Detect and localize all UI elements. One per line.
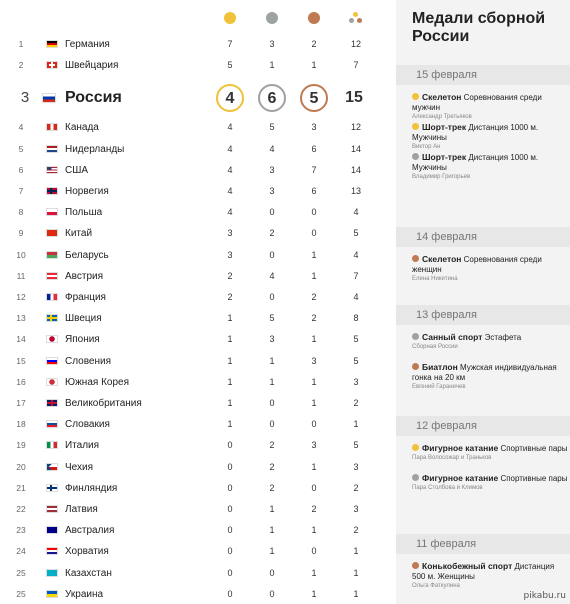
bronze-count: 7 [311, 164, 317, 175]
total-count: 1 [353, 419, 359, 430]
athlete-name: Александр Третьяков [412, 114, 472, 120]
flag-icon [42, 93, 56, 103]
gold-count: 3 [227, 249, 233, 260]
country-name: Австрия [65, 270, 104, 282]
silver-count: 3 [269, 39, 275, 49]
bronze-count: 0 [311, 207, 317, 218]
bronze-count: 3 [311, 355, 317, 366]
bronze-medal-icon [412, 363, 419, 370]
table-row[interactable] [0, 520, 390, 541]
athlete-name: Сборная России [412, 344, 458, 350]
bronze-count: 0 [311, 419, 317, 430]
flag-icon [46, 145, 58, 153]
gold-count: 3 [227, 228, 233, 239]
sport-name: Конькобежный спорт [422, 561, 513, 571]
country-name: Словакия [65, 419, 110, 431]
rank-cell: 24 [16, 546, 26, 557]
total-count: 3 [353, 376, 359, 387]
silver-count: 1 [269, 546, 275, 557]
flag-icon [46, 569, 58, 577]
date-header: 12 февраля [396, 416, 570, 436]
flag-icon [46, 463, 58, 471]
bronze-medal-icon [412, 255, 419, 262]
gold-medal-icon [412, 444, 419, 451]
rank-cell: 10 [16, 249, 26, 260]
gold-count: 4 [216, 84, 244, 112]
silver-count: 5 [269, 313, 275, 324]
silver-count: 3 [269, 334, 275, 345]
athlete-name: Виктор Ан [412, 144, 441, 150]
table-row[interactable] [0, 563, 390, 584]
athlete-name: Евгений Гараничев [412, 384, 466, 390]
silver-count: 4 [269, 143, 275, 154]
russia-medals-panel [396, 0, 570, 604]
total-count: 2 [353, 482, 359, 493]
silver-count: 0 [269, 567, 275, 578]
silver-count: 2 [269, 482, 275, 493]
flag-icon [46, 293, 58, 301]
flag-icon [46, 378, 58, 386]
total-count: 12 [350, 39, 361, 49]
silver-count: 2 [269, 461, 275, 472]
rank-cell: 13 [16, 313, 26, 324]
event-text [412, 561, 568, 591]
medal-event[interactable] [412, 473, 568, 493]
bronze-count: 1 [311, 60, 317, 71]
gold-count: 4 [227, 122, 233, 133]
table-row[interactable] [0, 266, 390, 287]
gold-count: 4 [227, 207, 233, 218]
rank-cell: 3 [20, 89, 30, 107]
table-row[interactable] [0, 139, 390, 160]
athlete-name: Пара Волосожар и Траньков [412, 455, 492, 461]
flag-icon [46, 229, 58, 237]
rank-cell: 6 [18, 164, 24, 175]
country-name: Латвия [65, 504, 98, 515]
bronze-count: 0 [311, 228, 317, 239]
bronze-count: 6 [311, 143, 317, 154]
sport-name: Скелетон [422, 254, 462, 264]
country-name: Украина [65, 588, 104, 600]
rank-cell: 5 [18, 143, 24, 154]
event-name: Дистанция 500 м. Женщины [412, 562, 555, 581]
table-row[interactable] [0, 478, 390, 499]
country-name: Чехия [65, 461, 94, 473]
gold-count: 7 [227, 39, 233, 49]
gold-count: 1 [227, 355, 233, 366]
silver-count: 3 [269, 186, 275, 196]
event-text [412, 92, 568, 122]
country-name: Германия [65, 39, 110, 50]
event-name: Дистанция 1000 м. Мужчины [412, 153, 539, 172]
rank-cell: 21 [16, 482, 26, 493]
bronze-count: 0 [311, 482, 317, 493]
bronze-count: 1 [311, 249, 317, 260]
table-row[interactable] [0, 393, 390, 414]
date-header: 15 февраля [396, 65, 570, 85]
country-name: Япония [65, 334, 100, 346]
bronze-count: 5 [300, 84, 328, 112]
gold-count: 0 [227, 525, 233, 536]
silver-count: 5 [269, 122, 275, 133]
medal-event[interactable] [412, 152, 568, 182]
table-row[interactable] [0, 457, 390, 478]
silver-count: 1 [269, 60, 275, 71]
panel-title: Медали сборной России [412, 10, 546, 45]
flag-icon [46, 61, 58, 69]
bronze-count: 2 [311, 292, 317, 302]
country-name: Франция [65, 292, 106, 303]
total-count: 5 [353, 228, 359, 239]
gold-count: 2 [227, 270, 233, 281]
flag-icon [46, 123, 58, 131]
bronze-medal-icon [308, 12, 320, 24]
bronze-count: 1 [311, 398, 317, 408]
silver-medal-icon [412, 333, 419, 340]
table-row[interactable] [0, 351, 390, 372]
event-name: Соревнования среди женщин [412, 255, 542, 274]
bronze-count: 1 [311, 567, 317, 578]
flag-icon [46, 590, 58, 598]
bronze-count: 2 [311, 504, 317, 514]
table-row[interactable] [0, 287, 390, 308]
flag-icon [46, 40, 58, 48]
silver-count: 0 [269, 207, 275, 218]
total-count: 4 [353, 292, 359, 302]
silver-count: 3 [269, 164, 275, 175]
total-count: 8 [353, 313, 359, 324]
flag-icon [46, 208, 58, 216]
rank-cell: 23 [16, 525, 26, 536]
country-name: Россия [65, 89, 122, 107]
bronze-medal-icon [412, 562, 419, 569]
bronze-count: 2 [311, 39, 317, 49]
flag-icon [46, 314, 58, 322]
flag-icon [46, 420, 58, 428]
sport-name: Шорт-трек [422, 122, 467, 132]
gold-count: 0 [227, 461, 233, 472]
silver-count: 1 [269, 355, 275, 366]
medal-event[interactable] [412, 362, 568, 392]
rank-cell: 18 [16, 419, 26, 430]
table-row[interactable] [0, 541, 390, 562]
medal-event[interactable] [412, 561, 568, 591]
athlete-name: Елена Никитина [412, 276, 458, 282]
country-name: Словения [65, 355, 112, 367]
total-count: 3 [353, 504, 359, 514]
bronze-count: 3 [311, 122, 317, 133]
country-name: Казахстан [65, 567, 112, 579]
flag-icon [46, 357, 58, 365]
table-row[interactable] [0, 372, 390, 393]
rank-cell: 16 [16, 376, 26, 387]
gold-count: 0 [227, 482, 233, 493]
silver-count: 1 [269, 376, 275, 387]
country-name: Хорватия [65, 546, 109, 558]
total-count: 1 [353, 567, 359, 578]
silver-count: 1 [269, 504, 275, 514]
country-name: Южная Корея [65, 376, 129, 388]
rank-cell: 19 [16, 440, 26, 451]
bronze-count: 0 [311, 546, 317, 557]
bronze-count: 1 [311, 376, 317, 387]
medal-event[interactable] [412, 332, 568, 352]
bronze-count: 2 [311, 313, 317, 324]
country-name: Нидерланды [65, 143, 125, 155]
sport-name: Скелетон [422, 92, 462, 102]
gold-count: 1 [227, 376, 233, 387]
total-count: 1 [353, 546, 359, 557]
rank-cell: 1 [18, 39, 24, 49]
country-name: Китай [65, 228, 93, 240]
gold-count: 0 [227, 546, 233, 557]
medal-event[interactable] [412, 92, 568, 122]
event-text [412, 122, 568, 152]
event-name: Дистанция 1000 м. Мужчины [412, 123, 539, 142]
flag-icon [46, 187, 58, 195]
athlete-name: Пара Столбова и Климов [412, 485, 483, 491]
country-name: Швеция [65, 313, 102, 325]
table-row[interactable] [0, 223, 390, 244]
bronze-count: 1 [311, 270, 317, 281]
rank-cell: 11 [16, 270, 26, 281]
rank-cell: 15 [16, 355, 26, 366]
country-name: Польша [65, 207, 103, 219]
country-name: США [65, 164, 89, 176]
gold-medal-icon [412, 93, 419, 100]
table-row[interactable] [0, 117, 390, 138]
flag-icon [46, 272, 58, 280]
event-text [412, 254, 568, 284]
gold-count: 4 [227, 143, 233, 154]
country-name: Норвегия [65, 186, 109, 197]
silver-count: 0 [269, 398, 275, 408]
flag-icon [46, 547, 58, 555]
total-count: 15 [345, 89, 363, 107]
silver-medal-icon [412, 153, 419, 160]
table-row[interactable] [0, 308, 390, 329]
silver-count: 2 [269, 228, 275, 239]
table-row[interactable] [0, 160, 390, 181]
athlete-name: Владимир Григорьев [412, 174, 471, 180]
event-text [412, 362, 568, 392]
sport-name: Санный спорт [422, 332, 483, 342]
gold-count: 0 [227, 440, 233, 451]
silver-count: 0 [269, 292, 275, 302]
medal-table-header [0, 10, 390, 24]
sport-name: Фигурное катание [422, 443, 499, 453]
total-count: 12 [350, 122, 361, 133]
event-text [412, 443, 568, 463]
total-count: 14 [350, 164, 361, 175]
table-row[interactable] [0, 584, 390, 604]
medal-event[interactable] [412, 443, 568, 463]
country-name: Швейцария [65, 60, 119, 72]
rank-cell: 4 [18, 122, 24, 133]
total-count: 5 [353, 334, 359, 345]
flag-icon [46, 526, 58, 534]
silver-count: 2 [269, 440, 275, 451]
rank-cell: 9 [18, 228, 24, 239]
event-text [412, 473, 568, 493]
country-name: Беларусь [65, 249, 109, 261]
gold-count: 2 [227, 292, 233, 302]
flag-icon [46, 335, 58, 343]
silver-count: 0 [269, 249, 275, 260]
total-count: 2 [353, 525, 359, 536]
medal-event[interactable] [412, 254, 568, 284]
total-count: 7 [353, 60, 359, 71]
rank-cell: 8 [18, 207, 24, 218]
table-row[interactable] [0, 202, 390, 223]
event-name: Мужская индивидуальная гонка на 20 км [412, 363, 557, 382]
rank-cell: 25 [16, 588, 26, 599]
rank-cell: 7 [18, 186, 24, 196]
total-count: 4 [353, 249, 359, 260]
country-name: Великобритания [65, 398, 142, 409]
rank-cell: 2 [18, 60, 24, 71]
sport-name: Фигурное катание [422, 473, 499, 483]
total-count: 13 [350, 186, 361, 196]
total-count: 1 [353, 588, 359, 599]
gold-count: 5 [227, 60, 233, 71]
date-header: 13 февраля [396, 305, 570, 325]
table-row[interactable] [0, 55, 390, 76]
silver-count: 1 [269, 525, 275, 536]
date-header: 11 февраля [396, 534, 570, 554]
event-name: Эстафета [484, 333, 522, 342]
gold-count: 4 [227, 186, 233, 196]
table-row[interactable] [0, 79, 390, 117]
flag-icon [46, 441, 58, 449]
total-count: 2 [353, 398, 359, 408]
total-count: 3 [353, 461, 359, 472]
gold-count: 1 [227, 398, 233, 408]
table-row[interactable] [0, 245, 390, 266]
bronze-count: 6 [311, 186, 317, 196]
gold-count: 1 [227, 313, 233, 324]
medal-event[interactable] [412, 122, 568, 152]
gold-count: 1 [227, 419, 233, 430]
bronze-count: 1 [311, 588, 317, 599]
event-text [412, 332, 568, 352]
silver-count: 0 [269, 588, 275, 599]
rank-cell: 14 [16, 334, 26, 345]
rank-cell: 12 [16, 292, 26, 302]
total-count: 5 [353, 355, 359, 366]
gold-count: 4 [227, 164, 233, 175]
athlete-name: Ольга Фаткулина [412, 583, 460, 589]
flag-icon [46, 166, 58, 174]
silver-medal-icon [412, 474, 419, 481]
flag-icon [46, 505, 58, 513]
event-name: Спортивные пары [500, 474, 568, 483]
country-name: Канада [65, 122, 99, 134]
total-count: 4 [353, 207, 359, 218]
bronze-count: 1 [311, 334, 317, 345]
silver-medal-icon [266, 12, 278, 24]
sport-name: Шорт-трек [422, 152, 467, 162]
gold-count: 0 [227, 504, 233, 514]
country-name: Финляндия [65, 482, 118, 494]
bronze-count: 3 [311, 440, 317, 451]
sport-name: Биатлон [422, 362, 458, 372]
event-text [412, 152, 568, 182]
table-row[interactable] [0, 181, 390, 202]
total-count: 7 [353, 270, 359, 281]
bronze-count: 1 [311, 525, 317, 536]
table-row[interactable] [0, 414, 390, 435]
bronze-count: 1 [311, 461, 317, 472]
total-count: 5 [353, 440, 359, 451]
gold-count: 1 [227, 334, 233, 345]
table-row[interactable] [0, 499, 390, 520]
table-row[interactable] [0, 34, 390, 55]
country-name: Италия [65, 440, 100, 452]
flag-icon [46, 484, 58, 492]
rank-cell: 25 [16, 567, 26, 578]
rank-cell: 20 [16, 461, 26, 472]
event-name: Соревнования среди мужчин [412, 93, 542, 112]
watermark: pikabu.ru [523, 591, 566, 601]
event-name: Спортивные пары [500, 444, 568, 453]
table-row[interactable] [0, 329, 390, 350]
total-count: 14 [350, 143, 361, 154]
flag-icon [46, 399, 58, 407]
total-medals-icon [349, 12, 363, 24]
gold-count: 0 [227, 567, 233, 578]
flag-icon [46, 251, 58, 259]
rank-cell: 22 [16, 504, 26, 514]
silver-count: 4 [269, 270, 275, 281]
date-header: 14 февраля [396, 227, 570, 247]
rank-cell: 17 [16, 398, 26, 408]
country-name: Австралия [65, 525, 115, 537]
gold-medal-icon [224, 12, 236, 24]
gold-medal-icon [412, 123, 419, 130]
silver-count: 0 [269, 419, 275, 430]
gold-count: 0 [227, 588, 233, 599]
table-row[interactable] [0, 435, 390, 456]
silver-count: 6 [258, 84, 286, 112]
